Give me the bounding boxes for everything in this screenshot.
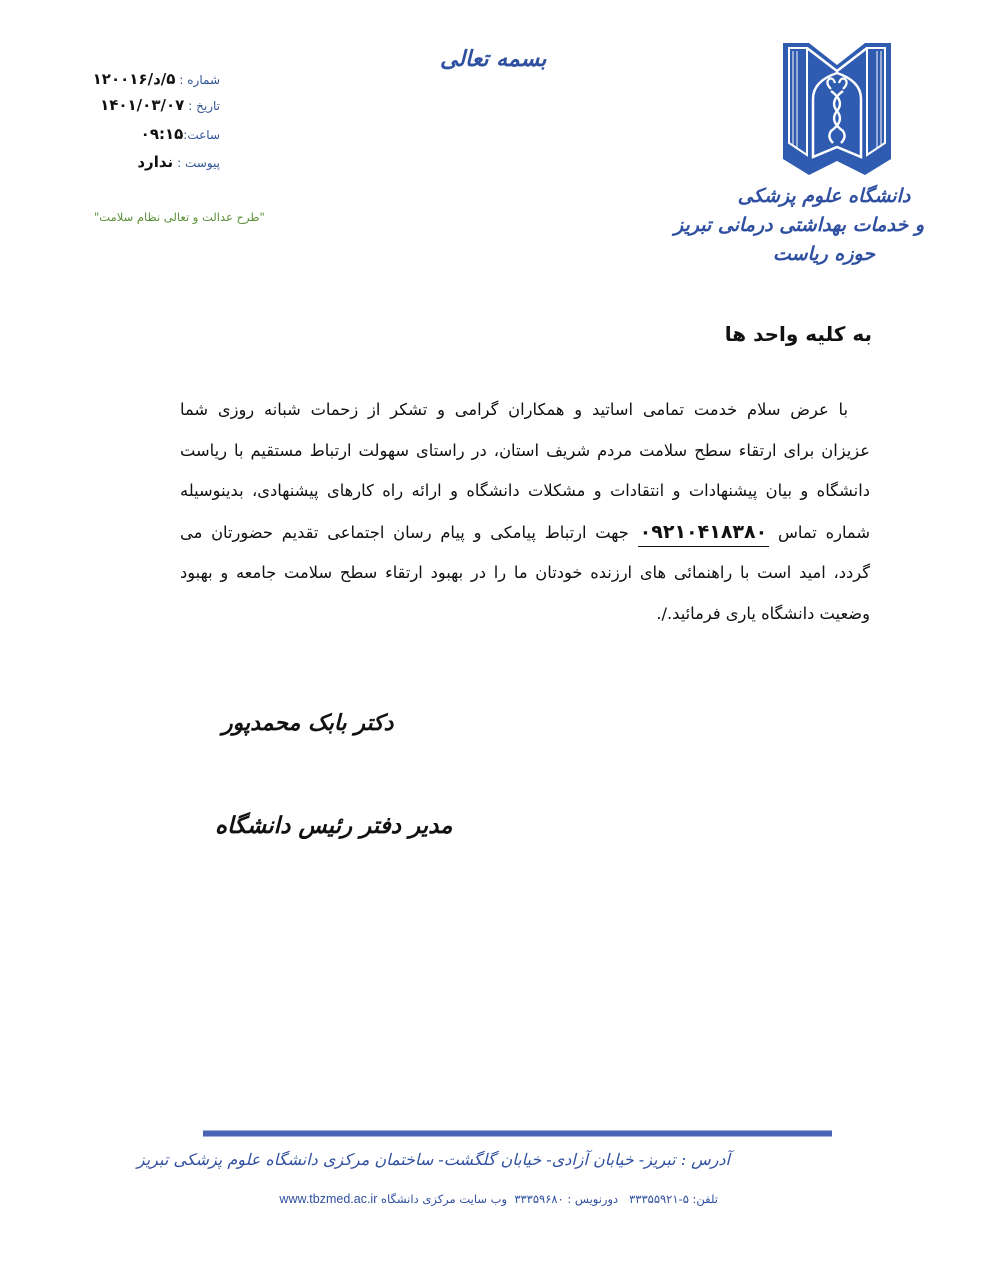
letter-time-label: ساعت: [183, 128, 220, 142]
body-line: عزیزان برای ارتقاء سطح سلامت مردم شریف استان، در راستای سهولت ارتباط مستقیم با ریاست [180, 440, 870, 460]
university-name-line3: حوزه ریاست [772, 243, 876, 265]
footer-contact [279, 1192, 718, 1206]
signatory-title: مدیر دفتر رئیس دانشگاه [215, 812, 453, 839]
letter-time [141, 125, 220, 143]
footer-website-link[interactable]: www.tbzmed.ac.ir [279, 1192, 378, 1206]
university-name-line2: و خدمات بهداشتی درمانی تبریز [674, 214, 924, 236]
university-logo-icon [781, 39, 893, 175]
letter-body [180, 390, 870, 634]
letter-attachment [137, 153, 220, 171]
letter-number-value: ۵/د/۱۲۰۰۱۶ [92, 70, 176, 88]
university-name [674, 182, 924, 269]
body-line: با عرض سلام خدمت تمامی اساتید و همکاران گرامی و تشکر از زحمات شبانه روزی شما [180, 400, 848, 419]
letter-attachment-label: پیوست : [177, 156, 220, 170]
letter-date-value: ۱۴۰۱/۰۳/۰۷ [100, 96, 185, 114]
letter-attachment-value: ندارد [137, 153, 174, 171]
university-name-line1: دانشگاه علوم پزشکی [737, 185, 911, 207]
footer-fax: دورنویس : ۳۳۳۵۹۶۸۰ [514, 1192, 619, 1206]
footer-phone: تلفن: ۵-۳۳۳۵۵۹۲۱ [629, 1192, 718, 1206]
letter-number-label: شماره : [179, 73, 220, 87]
phone-number: ۰۹۲۱۰۴۱۸۳۸۰ [638, 521, 770, 547]
body-line-phone [180, 512, 870, 554]
letter-date-label: تاریخ : [188, 99, 220, 113]
footer-address: آدرس : تبریز- خیابان آزادی- خیابان گلگشت- ساختمان مرکزی دانشگاه علوم پزشکی تبریز [136, 1150, 730, 1169]
motto-text: "طرح عدالت و تعالی نظام سلامت" [94, 210, 265, 224]
phone-prefix: شماره تماس [778, 522, 870, 542]
phone-suffix: جهت ارتباط پیامکی و پیام رسان اجتماعی تقدیم حضورتان می [180, 522, 629, 542]
footer-divider [203, 1130, 832, 1137]
footer-site-label: وب سایت مرکزی دانشگاه [381, 1192, 507, 1206]
body-line: وضعیت دانشگاه یاری فرمائید./. [656, 603, 870, 623]
body-line: دانشگاه و بیان پیشنهادات و انتقادات و مشکلات دانشگاه و ارائه راه کارهای پیشنهادی، بدینوسیله [180, 481, 870, 500]
letter-date [100, 96, 220, 114]
signatory-name: دکتر بابک محمدپور [222, 710, 394, 736]
bismillah-heading: بسمه تعالی [440, 46, 547, 72]
letter-number [93, 70, 220, 88]
recipient-heading: به کلیه واحد ها [724, 322, 872, 346]
letter-time-value: ۰۹:۱۵ [140, 125, 184, 143]
body-line: گردد، امید است با راهنمائی های ارزنده خودتان ما را در بهبود ارتقاء سطح سلامت جامعه و بهبود [180, 563, 870, 582]
